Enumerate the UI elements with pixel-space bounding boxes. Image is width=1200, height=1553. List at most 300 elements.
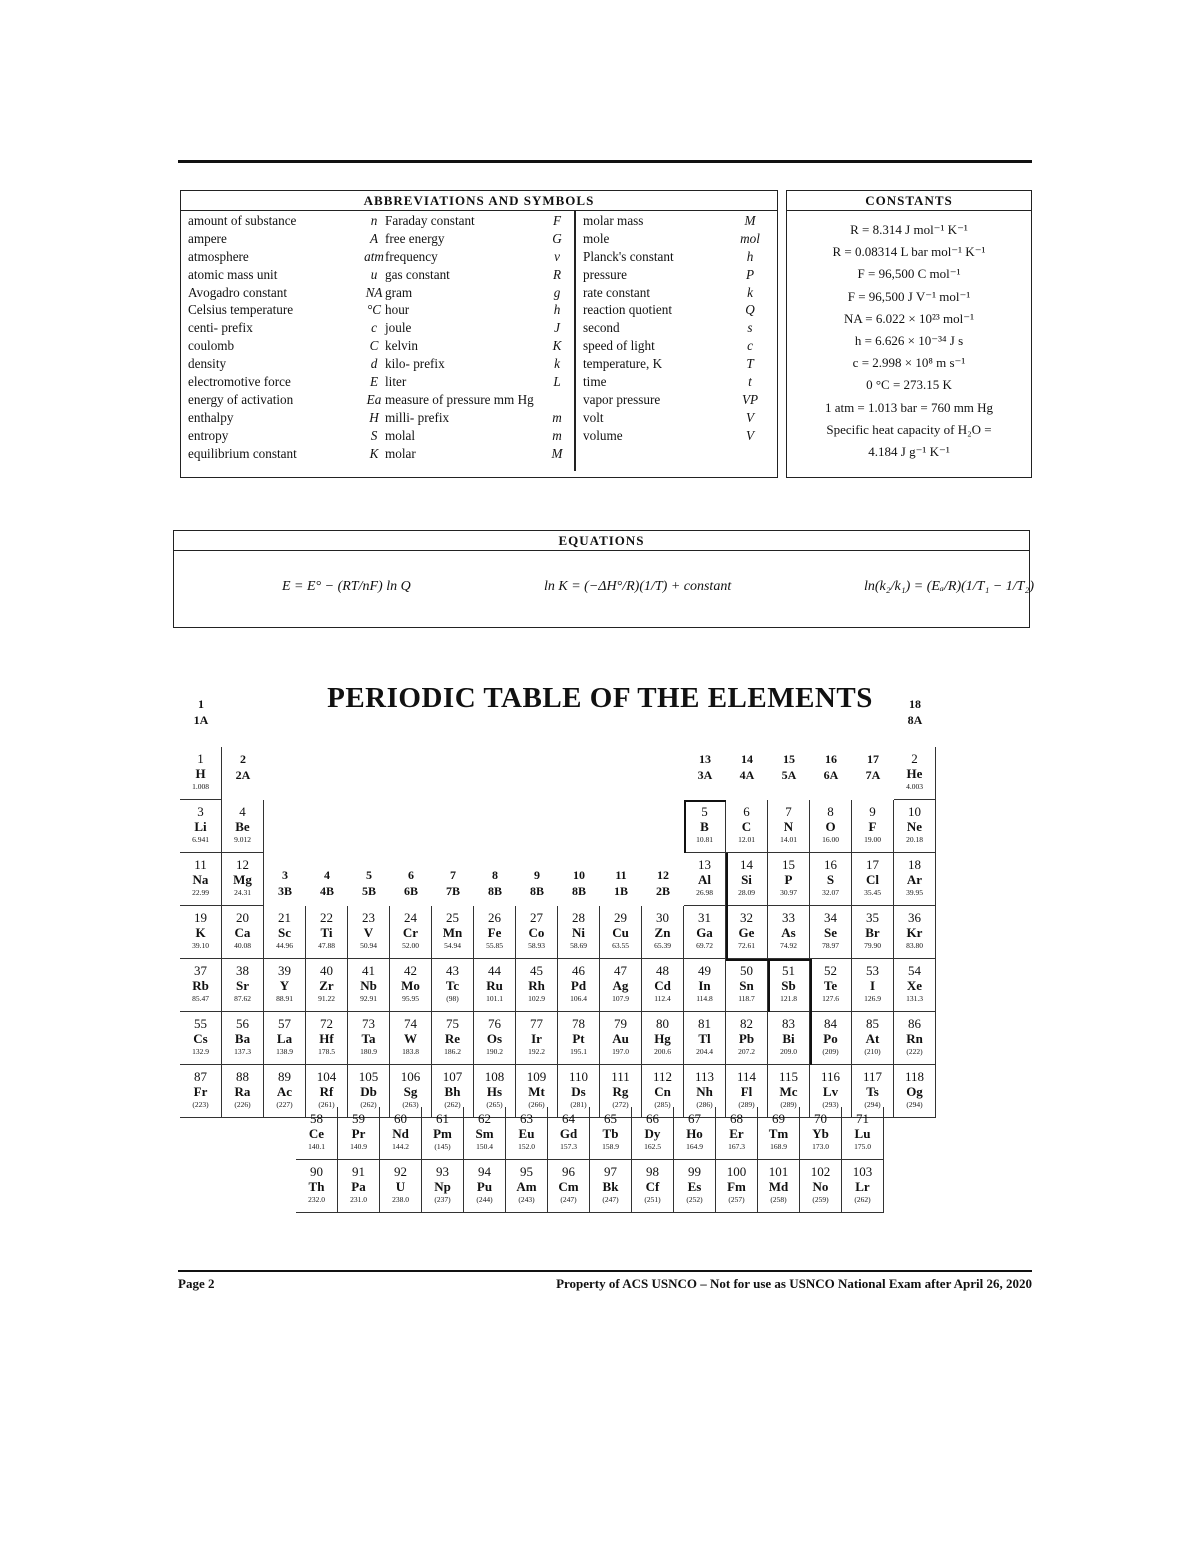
atomic-mass: 88.91	[276, 994, 293, 1003]
atomic-mass: 152.0	[518, 1142, 535, 1151]
abbreviation-symbol: T	[746, 356, 754, 372]
abbreviation-symbol: h	[553, 302, 561, 318]
atomic-mass: 167.3	[728, 1142, 745, 1151]
atomic-mass: 55.85	[486, 941, 503, 950]
element-symbol: Co	[528, 925, 545, 940]
abbreviation-term: density	[188, 356, 227, 372]
atomic-mass: (210)	[864, 1047, 881, 1056]
abbreviation-symbol: P	[745, 266, 755, 282]
atomic-mass: 92.91	[360, 994, 377, 1003]
atomic-number: 80	[656, 1016, 669, 1031]
element-symbol: Br	[865, 925, 880, 940]
element-cell	[600, 906, 642, 959]
group-number: 16	[825, 752, 837, 766]
atomic-mass: 16.00	[822, 835, 839, 844]
constants-list	[787, 211, 1031, 463]
metalloid-boundary-line	[684, 800, 686, 853]
element-cell	[852, 1012, 894, 1065]
element-symbol: Lv	[822, 1084, 839, 1099]
atomic-number: 34	[824, 910, 837, 925]
element-symbol: Se	[824, 925, 837, 940]
element-cell	[674, 1160, 716, 1213]
atomic-number: 53	[866, 963, 879, 978]
element-symbol: Ac	[276, 1084, 293, 1099]
element-symbol: Bh	[444, 1084, 461, 1099]
element-cell	[810, 853, 852, 906]
element-cell	[380, 1107, 422, 1160]
atomic-mass: 28.09	[738, 888, 755, 897]
abbreviation-row	[385, 428, 569, 446]
abbreviation-term: kelvin	[385, 338, 418, 354]
atomic-mass: 173.0	[812, 1142, 829, 1151]
abbreviation-term: equilibrium constant	[188, 445, 297, 461]
element-cell	[810, 959, 852, 1012]
group-designation: 6B	[403, 884, 418, 898]
element-cell	[222, 959, 264, 1012]
group-label	[349, 867, 389, 899]
atomic-number: 25	[446, 910, 459, 925]
atomic-number: 96	[562, 1164, 575, 1179]
atomic-mass: (252)	[686, 1195, 703, 1204]
element-cell	[348, 959, 390, 1012]
atomic-number: 27	[530, 910, 543, 925]
atomic-mass: 238.0	[392, 1195, 409, 1204]
atomic-number: 92	[394, 1164, 407, 1179]
abbreviation-term: time	[583, 374, 607, 390]
atomic-mass: (244)	[476, 1195, 493, 1204]
element-cell	[842, 1107, 884, 1160]
element-symbol: Mt	[528, 1084, 545, 1099]
element-symbol: Np	[434, 1179, 451, 1194]
abbreviation-symbol: K	[369, 445, 379, 461]
atomic-number: 8	[827, 804, 834, 819]
atomic-mass: (209)	[822, 1047, 839, 1056]
atomic-number: 93	[436, 1164, 449, 1179]
atomic-number: 98	[646, 1164, 659, 1179]
atomic-mass: 63.55	[612, 941, 629, 950]
element-cell	[390, 959, 432, 1012]
atomic-mass: 78.97	[822, 941, 839, 950]
atomic-number: 14	[740, 857, 753, 872]
abbreviation-row	[583, 356, 767, 374]
element-symbol: Ca	[234, 925, 251, 940]
element-symbol: Es	[687, 1179, 702, 1194]
element-cell	[264, 906, 306, 959]
atomic-number: 54	[908, 963, 921, 978]
abbreviation-row	[188, 428, 384, 446]
atomic-number: 117	[862, 1069, 883, 1084]
abbreviation-symbol: C	[369, 338, 379, 354]
constant-item: F = 96,500 J V⁻¹ mol⁻¹	[847, 288, 971, 304]
atomic-mass: 9.012	[234, 835, 251, 844]
element-cell	[642, 906, 684, 959]
element-symbol: Na	[192, 872, 209, 887]
metalloid-boundary-line	[768, 959, 770, 1012]
atomic-mass: 19.00	[864, 835, 881, 844]
atomic-mass: (247)	[602, 1195, 619, 1204]
atomic-number: 37	[194, 963, 207, 978]
constant-item: 1 atm = 1.013 bar = 760 mm Hg	[824, 399, 994, 415]
group-label	[475, 867, 515, 899]
equations-box	[173, 530, 1034, 628]
atomic-number: 71	[856, 1111, 869, 1126]
atomic-mass: 157.3	[560, 1142, 577, 1151]
abbreviation-row	[385, 231, 569, 249]
element-symbol: Ar	[906, 872, 923, 887]
abbreviation-symbol: h	[746, 248, 754, 264]
atomic-number: 115	[778, 1069, 799, 1084]
atomic-number: 111	[611, 1069, 630, 1084]
atomic-mass: (263)	[402, 1100, 419, 1109]
atomic-number: 64	[562, 1111, 575, 1126]
abbreviations-heading: ABBREVIATIONS AND SYMBOLS	[181, 191, 777, 211]
element-symbol: Cn	[654, 1084, 671, 1099]
metalloid-boundary-line	[726, 959, 768, 961]
element-symbol: B	[700, 819, 709, 834]
footer-rule	[178, 1270, 1032, 1272]
element-cell	[558, 959, 600, 1012]
element-cell	[810, 800, 852, 853]
abbreviation-term: molar	[385, 445, 416, 461]
atomic-number: 29	[614, 910, 627, 925]
abbreviation-row	[583, 428, 767, 446]
element-cell	[800, 1160, 842, 1213]
abbreviation-term: second	[583, 320, 620, 336]
atomic-mass: 144.2	[392, 1142, 409, 1151]
atomic-number: 113	[694, 1069, 715, 1084]
element-cell	[852, 906, 894, 959]
atomic-number: 20	[236, 910, 249, 925]
abbreviation-row	[583, 320, 767, 338]
abbreviation-symbol: m	[552, 409, 562, 425]
atomic-number: 1	[197, 751, 204, 766]
atomic-number: 23	[362, 910, 375, 925]
atomic-mass: 101.1	[486, 994, 503, 1003]
element-cell	[222, 906, 264, 959]
atomic-mass: 79.90	[864, 941, 881, 950]
element-symbol: H	[195, 766, 206, 781]
abbreviation-term: gas constant	[385, 266, 450, 282]
atomic-mass: 114.8	[696, 994, 713, 1003]
abbreviation-symbol: °C	[366, 302, 382, 318]
abbreviation-symbol: J	[554, 320, 560, 336]
element-symbol: Hf	[319, 1031, 334, 1046]
abbreviation-row	[385, 338, 569, 356]
atomic-number: 15	[782, 857, 795, 872]
abbreviation-term: volume	[583, 427, 623, 443]
equations-heading: EQUATIONS	[174, 531, 1029, 551]
element-symbol: Fl	[740, 1084, 753, 1099]
atomic-number: 56	[236, 1016, 249, 1031]
atomic-mass: 162.5	[644, 1142, 661, 1151]
abbreviation-symbol: Q	[745, 302, 755, 318]
element-symbol: Y	[279, 978, 290, 993]
element-cell	[894, 800, 936, 853]
element-cell	[684, 800, 726, 853]
element-symbol: U	[395, 1179, 406, 1194]
element-symbol: Cf	[645, 1179, 660, 1194]
abbreviation-row	[188, 446, 384, 464]
atomic-number: 104	[316, 1069, 337, 1084]
atomic-mass: (262)	[360, 1100, 377, 1109]
element-cell	[222, 1012, 264, 1065]
element-symbol: Am	[516, 1179, 537, 1194]
abbreviation-symbol: S	[370, 427, 378, 443]
element-cell	[590, 1160, 632, 1213]
atomic-mass: (222)	[906, 1047, 923, 1056]
atomic-number: 76	[488, 1016, 501, 1031]
abbreviation-term: electromotive force	[188, 374, 291, 390]
abbreviation-symbol: R	[552, 266, 562, 282]
metalloid-boundary-line	[768, 959, 810, 961]
element-symbol: Zn	[654, 925, 671, 940]
element-cell	[506, 1107, 548, 1160]
group-number: 9	[534, 868, 540, 882]
element-symbol: Tl	[698, 1031, 711, 1046]
atomic-number: 38	[236, 963, 249, 978]
group-number: 11	[615, 868, 627, 882]
element-symbol: La	[276, 1031, 293, 1046]
atomic-number: 83	[782, 1016, 795, 1031]
atomic-number: 101	[768, 1164, 789, 1179]
element-cell	[852, 853, 894, 906]
atomic-number: 4	[239, 804, 246, 819]
element-symbol: Rg	[612, 1084, 629, 1099]
atomic-number: 70	[814, 1111, 827, 1126]
element-symbol: Mc	[779, 1084, 798, 1099]
atomic-mass: 127.6	[822, 994, 839, 1003]
element-symbol: Fr	[193, 1084, 208, 1099]
atomic-number: 59	[352, 1111, 365, 1126]
group-designation: 3B	[277, 884, 292, 898]
abbreviation-row	[385, 320, 569, 338]
abbreviation-symbol: c	[747, 338, 753, 354]
atomic-number: 30	[656, 910, 669, 925]
atomic-number: 63	[520, 1111, 533, 1126]
element-cell	[264, 1012, 306, 1065]
element-symbol: Tm	[768, 1126, 789, 1141]
abbreviation-row	[583, 410, 767, 428]
atomic-number: 100	[726, 1164, 747, 1179]
abbreviation-symbol: d	[370, 356, 378, 372]
abbreviation-symbol: u	[370, 266, 378, 282]
abbreviation-row	[385, 285, 569, 303]
element-cell	[222, 853, 264, 906]
abbreviation-row	[385, 213, 569, 231]
atomic-mass: 22.99	[192, 888, 209, 897]
atomic-mass: 195.1	[570, 1047, 587, 1056]
atomic-number: 105	[358, 1069, 379, 1084]
atomic-number: 90	[310, 1164, 323, 1179]
abbreviation-symbol: K	[552, 338, 562, 354]
abbreviation-term: atomic mass unit	[188, 266, 278, 282]
group-designation: 5A	[781, 768, 797, 782]
group-label	[853, 751, 893, 783]
atomic-mass: (226)	[234, 1100, 251, 1109]
atomic-number: 26	[488, 910, 501, 925]
atomic-number: 86	[908, 1016, 921, 1031]
element-symbol: Al	[698, 872, 711, 887]
atomic-number: 55	[194, 1016, 207, 1031]
abbreviation-term: joule	[385, 320, 412, 336]
abbreviation-term: hour	[385, 302, 410, 318]
abbreviation-term: molar mass	[583, 213, 644, 228]
group-number: 1	[198, 697, 204, 711]
atomic-mass: 102.9	[528, 994, 545, 1003]
atomic-mass: 186.2	[444, 1047, 461, 1056]
group-label	[391, 867, 431, 899]
abbreviation-term: energy of activation	[188, 391, 294, 407]
element-cell	[726, 853, 768, 906]
group-designation: 5B	[361, 884, 376, 898]
abbreviation-row	[188, 231, 384, 249]
atomic-mass: (243)	[518, 1195, 535, 1204]
element-symbol: Mn	[442, 925, 463, 940]
element-cell	[684, 1012, 726, 1065]
atomic-number: 108	[484, 1069, 505, 1084]
abbreviation-term: ampere	[188, 230, 227, 246]
element-cell	[422, 1107, 464, 1160]
atomic-mass: 39.10	[192, 941, 209, 950]
element-cell	[180, 1012, 222, 1065]
element-symbol: Pr	[351, 1126, 366, 1141]
element-symbol: Ne	[906, 819, 923, 834]
abbreviation-row	[385, 446, 569, 464]
element-cell	[716, 1160, 758, 1213]
element-symbol: Be	[235, 819, 250, 834]
atomic-mass: 137.3	[234, 1047, 251, 1056]
constant-item: 0 °C = 273.15 K	[866, 377, 952, 393]
element-symbol: Nd	[392, 1126, 409, 1141]
element-symbol: Ni	[572, 925, 585, 940]
atomic-mass: 12.01	[738, 835, 755, 844]
abbreviation-term: Planck's constant	[583, 248, 674, 264]
abbreviation-row	[188, 374, 384, 392]
element-symbol: Tb	[602, 1126, 619, 1141]
element-cell	[222, 800, 264, 853]
element-cell	[338, 1107, 380, 1160]
group-label	[811, 751, 851, 783]
abbreviation-term: enthalpy	[188, 409, 234, 425]
atomic-number: 51	[782, 963, 795, 978]
atomic-number: 118	[904, 1069, 925, 1084]
atomic-mass: 200.6	[654, 1047, 671, 1056]
group-designation: 3A	[697, 768, 713, 782]
group-designation: 1A	[193, 713, 209, 727]
atomic-mass: 20.18	[906, 835, 923, 844]
element-symbol: K	[195, 925, 206, 940]
atomic-number: 28	[572, 910, 585, 925]
atomic-number: 97	[604, 1164, 617, 1179]
atomic-mass: (258)	[770, 1195, 787, 1204]
abbreviation-term: pressure	[583, 266, 627, 282]
atomic-mass: 107.9	[612, 994, 629, 1003]
element-cell	[684, 959, 726, 1012]
atomic-number: 65	[604, 1111, 617, 1126]
element-symbol: Sc	[278, 925, 291, 940]
element-cell	[516, 1012, 558, 1065]
atomic-mass: 95.95	[402, 994, 419, 1003]
atomic-mass: 4.003	[906, 782, 923, 791]
element-symbol: Yb	[812, 1126, 829, 1141]
element-symbol: Cs	[193, 1031, 208, 1046]
abbreviation-symbol: atm	[364, 248, 384, 264]
atomic-mass: (261)	[318, 1100, 335, 1109]
atomic-number: 24	[404, 910, 417, 925]
element-cell	[432, 959, 474, 1012]
element-cell	[810, 906, 852, 959]
atomic-mass: (223)	[192, 1100, 209, 1109]
group-label	[559, 867, 599, 899]
element-symbol: Nh	[696, 1084, 713, 1099]
atomic-number: 49	[698, 963, 711, 978]
element-symbol: Sm	[475, 1126, 494, 1141]
atomic-number: 48	[656, 963, 669, 978]
abbreviations-column-2	[385, 213, 569, 463]
element-cell	[348, 906, 390, 959]
element-symbol: No	[812, 1179, 829, 1194]
atomic-mass: 50.94	[360, 941, 377, 950]
atomic-mass: 126.9	[864, 994, 881, 1003]
element-cell	[264, 959, 306, 1012]
abbreviation-row	[583, 338, 767, 356]
atomic-number: 89	[278, 1069, 291, 1084]
element-symbol: Mg	[233, 872, 252, 887]
abbreviation-term: kilo- prefix	[385, 356, 445, 372]
abbreviation-term: speed of light	[583, 338, 655, 354]
abbreviation-symbol: g	[553, 284, 561, 300]
group-label	[895, 696, 935, 728]
group-designation: 2A	[235, 768, 251, 782]
constant-item: R = 8.314 J mol⁻¹ K⁻¹	[850, 222, 968, 237]
abbreviation-symbol: ν	[554, 248, 560, 264]
atomic-mass: 40.08	[234, 941, 251, 950]
element-cell	[642, 959, 684, 1012]
atomic-mass: 231.0	[350, 1195, 367, 1204]
element-cell	[590, 1107, 632, 1160]
element-symbol: Rh	[528, 978, 545, 993]
atomic-mass: (286)	[696, 1100, 713, 1109]
element-cell	[180, 747, 222, 800]
page-number: Page 2	[178, 1276, 215, 1291]
element-cell	[768, 853, 810, 906]
atomic-mass: 232.0	[308, 1195, 325, 1204]
top-rule	[178, 160, 1032, 163]
element-cell	[306, 959, 348, 1012]
atomic-mass: 204.4	[696, 1047, 713, 1056]
group-number: 4	[324, 868, 330, 882]
atomic-number: 110	[568, 1069, 589, 1084]
atomic-number: 82	[740, 1016, 753, 1031]
atomic-number: 66	[646, 1111, 659, 1126]
group-designation: 8B	[487, 884, 502, 898]
element-symbol: Nb	[360, 978, 377, 993]
element-symbol: Fe	[487, 925, 502, 940]
group-label	[181, 696, 221, 728]
element-cell	[894, 1065, 936, 1118]
atomic-mass: 44.96	[276, 941, 293, 950]
element-symbol: Bi	[782, 1031, 795, 1046]
element-symbol: S	[826, 872, 835, 887]
atomic-number: 79	[614, 1016, 627, 1031]
atomic-mass: (227)	[276, 1100, 293, 1109]
element-symbol: Sr	[236, 978, 249, 993]
abbreviation-symbol: n	[370, 213, 378, 228]
element-symbol: Pt	[572, 1031, 585, 1046]
element-cell	[768, 906, 810, 959]
element-cell	[180, 853, 222, 906]
atomic-number: 84	[824, 1016, 837, 1031]
